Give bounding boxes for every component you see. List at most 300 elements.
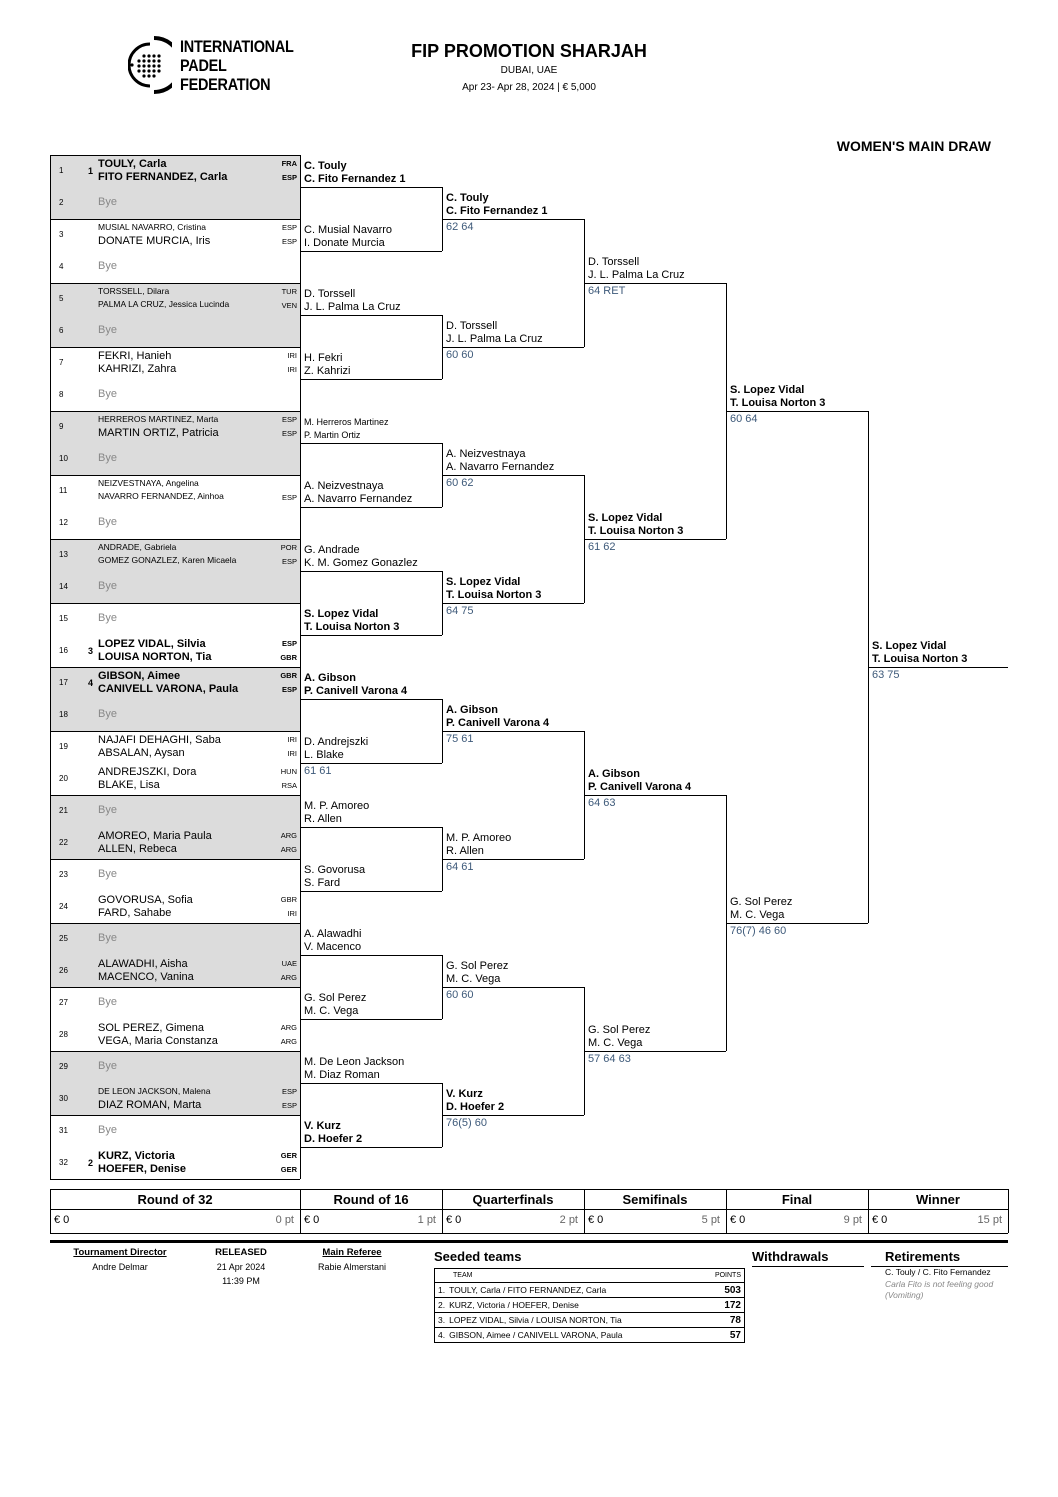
slot-divider	[50, 1179, 300, 1180]
r32-slot	[50, 507, 300, 539]
qf-team-line-2: R. Allen	[446, 845, 484, 857]
player-2-nation: ESP	[281, 429, 297, 438]
r16-team-line-2: L. Blake	[304, 749, 344, 761]
r16-team-line-2: P. Canivell Varona 4	[304, 685, 408, 697]
qf-team-line-2: J. L. Palma La Cruz	[446, 333, 543, 345]
sf-team-line-1: D. Torssell	[588, 256, 640, 268]
player-2-nation: IRI	[287, 909, 297, 918]
seed-points: 172	[724, 1299, 741, 1311]
round-prize: € 0	[54, 1214, 70, 1226]
player-2-nation: IRI	[287, 365, 297, 374]
round-prize: € 0	[872, 1214, 888, 1226]
player-2-name: CANIVELL VARONA, Paula	[98, 683, 239, 695]
sf-score: 64 63	[588, 797, 616, 809]
r16-team-line-2: K. M. Gomez Gonazlez	[304, 557, 418, 569]
r32-left-border	[50, 155, 51, 1179]
seeded-teams-heading: Seeded teams	[434, 1249, 522, 1264]
bye-label: Bye	[98, 260, 117, 272]
r32-connector	[300, 539, 301, 603]
round-points: 0 pt	[275, 1214, 294, 1226]
player-1-nation: ESP	[281, 415, 297, 424]
seed-rank: 2.	[438, 1300, 446, 1310]
player-1-nation: ESP	[281, 639, 297, 648]
player-2-nation: IRI	[287, 749, 297, 758]
qf-line	[442, 219, 584, 220]
seed-team: TOULY, Carla / FITO FERNANDEZ, Carla	[449, 1285, 607, 1295]
player-1-nation: GBR	[280, 671, 297, 680]
slot-number: 11	[59, 486, 68, 495]
bye-label: Bye	[98, 612, 117, 624]
player-1-name: MUSIAL NAVARRO, Cristina	[98, 222, 207, 232]
seeded-team-row	[435, 1298, 745, 1313]
sf-line	[584, 539, 726, 540]
slot-divider	[50, 603, 300, 604]
qf-team-line-1: A. Gibson	[446, 704, 498, 716]
player-2-nation: ESP	[281, 237, 297, 246]
r32-slot	[50, 667, 300, 699]
slot-number: 5	[59, 294, 64, 303]
player-1-name: ANDRADE, Gabriela	[98, 542, 177, 552]
slot-number: 15	[59, 614, 68, 623]
slot-divider	[50, 411, 300, 412]
bye-label: Bye	[98, 324, 117, 336]
player-1-name: KURZ, Victoria	[98, 1150, 175, 1162]
slot-number: 29	[59, 1062, 68, 1071]
qf-score: 64 75	[446, 605, 474, 617]
logo-line-1: INTERNATIONAL	[180, 37, 294, 56]
player-2-name: LOUISA NORTON, Tia	[98, 651, 212, 663]
slot-number: 7	[59, 358, 64, 367]
player-1-nation: GER	[280, 1151, 297, 1160]
sf-line	[584, 283, 726, 284]
seed-team: GIBSON, Aimee / CANIVELL VARONA, Paula	[449, 1330, 623, 1340]
winner-team-line-2: T. Louisa Norton 3	[872, 653, 968, 665]
seed-points: 57	[729, 1329, 741, 1341]
r16-line	[300, 763, 442, 764]
r16-team-line-2: A. Navarro Fernandez	[304, 493, 413, 505]
logo-line-2: PADEL	[180, 56, 227, 75]
logo-mark-icon	[128, 34, 172, 96]
final-team-line-2: M. C. Vega	[730, 909, 785, 921]
player-2-name: ABSALAN, Aysan	[98, 747, 185, 759]
r16-team-line-2: S. Fard	[304, 877, 341, 889]
qf-team-line-1: G. Sol Perez	[446, 960, 509, 972]
r32-connector	[300, 1115, 301, 1179]
player-1-nation: GBR	[280, 895, 297, 904]
r32-slot	[50, 763, 300, 795]
qf-team-line-1: D. Torssell	[446, 320, 498, 332]
r32-slot	[50, 187, 300, 219]
r16-team-line-1: C. Touly	[304, 160, 347, 172]
qf-line	[442, 859, 584, 860]
bye-label: Bye	[98, 996, 117, 1008]
slot-divider	[50, 475, 300, 476]
slot-number: 23	[59, 870, 68, 879]
r32-connector	[300, 603, 301, 667]
player-2-nation: VEN	[281, 301, 297, 310]
player-1-nation: ESP	[281, 1087, 297, 1096]
player-2-nation: ESP	[281, 685, 297, 694]
bye-label: Bye	[98, 516, 117, 528]
r32-slot	[50, 859, 300, 891]
round-bar-top	[50, 1189, 1008, 1190]
released-label: RELEASED	[215, 1247, 267, 1258]
qf-team-line-1: A. Neizvestnaya	[446, 448, 526, 460]
qf-line	[442, 603, 584, 604]
r32-connector	[300, 155, 301, 219]
slot-number: 25	[59, 934, 68, 943]
player-1-name: AMOREO, Maria Paula	[98, 830, 212, 842]
r16-team-line-1: G. Andrade	[304, 544, 360, 556]
r32-connector	[300, 923, 301, 987]
seeded-teams-table	[434, 1268, 745, 1343]
player-2-name: VEGA, Maria Constanza	[98, 1035, 218, 1047]
sf-team-line-2: J. L. Palma La Cruz	[588, 269, 685, 281]
player-2-nation: RSA	[281, 781, 297, 790]
round-name: Final	[781, 1192, 813, 1207]
withdrawals-heading: Withdrawals	[752, 1249, 829, 1264]
slot-divider	[50, 283, 300, 284]
director-name: Andre Delmar	[92, 1262, 148, 1272]
r32-slot	[50, 891, 300, 923]
seed-points: 503	[724, 1284, 741, 1296]
r16-team-line-2: I. Donate Murcia	[304, 237, 385, 249]
bye-label: Bye	[98, 868, 117, 880]
final-score: 60 64	[730, 413, 758, 425]
qf-team-line-1: S. Lopez Vidal	[446, 576, 521, 588]
bye-label: Bye	[98, 708, 117, 720]
slot-divider	[50, 155, 300, 156]
round-prize: € 0	[304, 1214, 320, 1226]
final-team-line-1: S. Lopez Vidal	[730, 384, 805, 396]
player-2-name: DIAZ ROMAN, Marta	[98, 1099, 202, 1111]
qf-score: 62 64	[446, 221, 474, 233]
sf-team-line-1: A. Gibson	[588, 768, 640, 780]
round-bar-mid	[50, 1209, 1008, 1210]
qf-score: 64 61	[446, 861, 474, 873]
round-name: Winner	[916, 1192, 960, 1207]
player-1-name: NEIZVESTNAYA, Angelina	[98, 478, 199, 488]
referee-label: Main Referee	[322, 1247, 382, 1258]
bye-label: Bye	[98, 1060, 117, 1072]
player-1-nation: IRI	[287, 351, 297, 360]
tournament-dates: Apr 23- Apr 28, 2024 | € 5,000	[462, 82, 596, 93]
r32-slot	[50, 475, 300, 507]
bye-label: Bye	[98, 804, 117, 816]
slot-number: 26	[59, 966, 68, 975]
r16-team-line-1: C. Musial Navarro	[304, 224, 393, 236]
r32-slot	[50, 923, 300, 955]
r32-connector	[300, 411, 301, 475]
r16-line	[300, 443, 442, 444]
r32-slot	[50, 699, 300, 731]
r16-line	[300, 1083, 442, 1084]
seed-number: 4	[88, 678, 94, 688]
winner-line	[868, 667, 1008, 668]
qf-team-line-2: T. Louisa Norton 3	[446, 589, 542, 601]
r32-slot	[50, 1083, 300, 1115]
r32-connector	[300, 475, 301, 539]
qf-score: 60 60	[446, 989, 474, 1001]
seeded-team-row	[435, 1283, 745, 1298]
player-1-nation: ARG	[280, 831, 297, 840]
r16-line	[300, 315, 442, 316]
r16-team-line-1: G. Sol Perez	[304, 992, 367, 1004]
released-time: 11:39 PM	[222, 1276, 260, 1286]
bye-label: Bye	[98, 452, 117, 464]
final-team-line-1: G. Sol Perez	[730, 896, 793, 908]
round-name: Semifinals	[622, 1192, 688, 1207]
r32-slot	[50, 571, 300, 603]
player-1-nation: UAE	[281, 959, 297, 968]
player-1-name: LOPEZ VIDAL, Silvia	[98, 638, 206, 650]
qf-team-line-2: P. Canivell Varona 4	[446, 717, 550, 729]
player-1-name: ALAWADHI, Aisha	[98, 958, 188, 970]
draw-title: WOMEN'S MAIN DRAW	[836, 138, 991, 154]
r32-connector	[300, 859, 301, 923]
r16-team-line-1: M. P. Amoreo	[304, 800, 370, 812]
seeded-team-cell	[435, 1313, 700, 1328]
round-name: Round of 32	[137, 1192, 213, 1207]
round-prize: € 0	[446, 1214, 462, 1226]
round-prize: € 0	[730, 1214, 746, 1226]
slot-number: 22	[59, 838, 68, 847]
r32-slot	[50, 251, 300, 283]
final-line	[726, 923, 868, 924]
bye-label: Bye	[98, 388, 117, 400]
qf-team-line-1: M. P. Amoreo	[446, 832, 512, 844]
sf-line	[584, 795, 726, 796]
r16-team-line-1: S. Govorusa	[304, 864, 366, 876]
final-score: 76(7) 46 60	[730, 925, 787, 937]
r16-team-line-1: H. Fekri	[304, 352, 343, 364]
seed-team: KURZ, Victoria / HOEFER, Denise	[449, 1300, 579, 1310]
r32-slot	[50, 347, 300, 379]
r32-connector	[300, 987, 301, 1051]
r32-slot	[50, 539, 300, 571]
r32-slot	[50, 1019, 300, 1051]
r16-line	[300, 827, 442, 828]
r16-line	[300, 251, 442, 252]
r32-slot	[50, 603, 300, 635]
sf-team-line-1: S. Lopez Vidal	[588, 512, 663, 524]
r32-slot	[50, 1147, 300, 1179]
qf-team-line-1: C. Touly	[446, 192, 489, 204]
player-1-name: FEKRI, Hanieh	[98, 350, 172, 362]
player-2-name: MACENCO, Vanina	[98, 971, 194, 983]
final-line	[726, 411, 868, 412]
player-2-nation: ARG	[280, 845, 297, 854]
round-points: 2 pt	[559, 1214, 578, 1226]
slot-divider	[50, 667, 300, 668]
player-1-nation: FRA	[281, 159, 297, 168]
r32-slot	[50, 795, 300, 827]
footer-divider	[50, 1240, 1008, 1243]
qf-team-line-2: A. Navarro Fernandez	[446, 461, 555, 473]
r32-connector	[300, 667, 301, 731]
r32-slot	[50, 283, 300, 315]
seeded-team-row	[435, 1328, 745, 1343]
player-2-name: HOEFER, Denise	[98, 1163, 187, 1175]
qf-team-line-2: D. Hoefer 2	[446, 1101, 505, 1113]
player-1-name: GOVORUSA, Sofia	[98, 894, 193, 906]
slot-number: 12	[59, 518, 68, 527]
retirement-team: C. Touly / C. Fito Fernandez	[885, 1267, 991, 1277]
slot-divider	[50, 1051, 300, 1052]
player-1-name: TORSSELL, Dilara	[98, 286, 170, 296]
fip-logo	[128, 34, 294, 96]
qf-line	[442, 731, 584, 732]
round-points: 1 pt	[417, 1214, 436, 1226]
player-1-name: GIBSON, Aimee	[98, 670, 181, 682]
player-1-name: ANDREJSZKI, Dora	[98, 766, 197, 778]
player-1-nation: HUN	[280, 767, 297, 776]
r16-team-line-1: A. Gibson	[304, 672, 356, 684]
round-bar-bottom	[50, 1233, 1008, 1234]
r16-team-line-2: D. Hoefer 2	[304, 1133, 363, 1145]
slot-number: 24	[59, 902, 68, 911]
slot-number: 21	[59, 806, 68, 815]
slot-divider	[50, 1115, 300, 1116]
qf-score: 76(5) 60	[446, 1117, 487, 1129]
round-name: Round of 16	[333, 1192, 409, 1207]
team-column-header: TEAM	[453, 1272, 473, 1279]
winner-team-line-1: S. Lopez Vidal	[872, 640, 947, 652]
r32-slot	[50, 219, 300, 251]
player-1-nation: TUR	[281, 287, 297, 296]
seeded-table-header	[435, 1269, 745, 1283]
slot-number: 32	[59, 1158, 68, 1167]
player-2-name: FITO FERNANDEZ, Carla	[98, 171, 228, 183]
slot-number: 14	[59, 582, 68, 591]
slot-number: 8	[59, 390, 64, 399]
r16-line	[300, 379, 442, 380]
r16-team-line-1: A. Alawadhi	[304, 928, 362, 940]
player-2-nation: ESP	[281, 557, 297, 566]
seeded-team-cell	[435, 1283, 700, 1298]
r32-slot	[50, 379, 300, 411]
bye-label: Bye	[98, 196, 117, 208]
seed-team: LOPEZ VIDAL, Silvia / LOUISA NORTON, Tia	[449, 1315, 622, 1325]
r32-connector	[300, 283, 301, 347]
points-column-header: POINTS	[714, 1272, 741, 1279]
r32-slot	[50, 731, 300, 763]
slot-number: 2	[59, 198, 64, 207]
round-bar-divider	[1008, 1189, 1009, 1233]
round-points: 5 pt	[701, 1214, 720, 1226]
slot-divider	[50, 731, 300, 732]
player-2-name: NAVARRO FERNANDEZ, Ainhoa	[98, 491, 224, 501]
slot-divider	[50, 923, 300, 924]
released-date: 21 Apr 2024	[216, 1262, 266, 1272]
r32-connector	[300, 347, 301, 411]
qf-team-line-1: V. Kurz	[446, 1088, 483, 1100]
sf-score: 61 62	[588, 541, 616, 553]
slot-number: 16	[59, 646, 68, 655]
player-2-nation: GER	[280, 1165, 297, 1174]
r16-team-line-1: D. Andrejszki	[304, 736, 369, 748]
qf-score: 60 60	[446, 349, 474, 361]
r32-slot	[50, 635, 300, 667]
r16-line	[300, 1147, 442, 1148]
r16-team-line-1: S. Lopez Vidal	[304, 608, 379, 620]
player-2-name: MARTIN ORTIZ, Patricia	[98, 427, 219, 439]
r32-slot	[50, 1115, 300, 1147]
qf-team-line-2: M. C. Vega	[446, 973, 501, 985]
slot-number: 19	[59, 742, 68, 751]
qf-line	[442, 475, 584, 476]
player-2-nation: ARG	[280, 1037, 297, 1046]
slot-number: 20	[59, 774, 68, 783]
player-1-nation: IRI	[287, 735, 297, 744]
withdrawals-underline	[752, 1266, 864, 1267]
r16-team-line-1: M. De Leon Jackson	[304, 1056, 405, 1068]
slot-divider	[50, 219, 300, 220]
seed-number: 3	[88, 646, 94, 656]
r16-line	[300, 635, 442, 636]
player-2-name: KAHRIZI, Zahra	[98, 363, 177, 375]
slot-number: 17	[59, 678, 68, 687]
r32-connector	[300, 731, 301, 795]
r32-connector	[300, 795, 301, 859]
slot-divider	[50, 859, 300, 860]
r16-team-line-1: V. Kurz	[304, 1120, 341, 1132]
slot-number: 18	[59, 710, 68, 719]
r16-line	[300, 699, 442, 700]
player-1-nation: ARG	[280, 1023, 297, 1032]
player-2-nation: ARG	[280, 973, 297, 982]
round-points: 15 pt	[977, 1214, 1002, 1226]
slot-divider	[50, 539, 300, 540]
player-2-nation: ESP	[281, 493, 297, 502]
slot-number: 6	[59, 326, 64, 335]
round-name: Quarterfinals	[472, 1192, 554, 1207]
slot-number: 1	[59, 166, 64, 175]
tournament-title: FIP PROMOTION SHARJAH	[411, 41, 647, 61]
seeded-team-cell	[435, 1298, 700, 1313]
r16-team-line-2: J. L. Palma La Cruz	[304, 301, 401, 313]
r16-team-line-1: A. Neizvestnaya	[304, 480, 384, 492]
player-1-name: NAJAFI DEHAGHI, Saba	[98, 734, 221, 746]
r32-slot	[50, 955, 300, 987]
slot-number: 28	[59, 1030, 68, 1039]
seed-number: 2	[88, 1158, 94, 1168]
qf-line	[442, 1115, 584, 1116]
r16-team-line-2: Z. Kahrizi	[304, 365, 351, 377]
r16-line	[300, 571, 442, 572]
r16-line	[300, 1019, 442, 1020]
seed-number: 1	[88, 166, 94, 176]
player-2-name: BLAKE, Lisa	[98, 779, 160, 791]
r16-team-line-2: C. Fito Fernandez 1	[304, 173, 406, 185]
seeded-team-cell	[435, 1328, 700, 1343]
player-2-nation: ESP	[281, 1101, 297, 1110]
player-1-name: TOULY, Carla	[98, 158, 167, 170]
r16-team-line-1: M. Herreros Martinez	[304, 417, 389, 427]
bye-label: Bye	[98, 932, 117, 944]
slot-number: 9	[59, 422, 64, 431]
sf-line	[584, 1051, 726, 1052]
r16-team-line-2: R. Allen	[304, 813, 342, 825]
sf-team-line-2: M. C. Vega	[588, 1037, 643, 1049]
tournament-location: DUBAI, UAE	[500, 65, 558, 76]
player-1-nation: POR	[280, 543, 297, 552]
seed-points: 78	[729, 1314, 741, 1326]
r32-slot	[50, 1051, 300, 1083]
r16-team-line-1: D. Torssell	[304, 288, 356, 300]
player-1-name: HERREROS MARTINEZ, Marta	[98, 414, 219, 424]
r32-connector	[300, 219, 301, 283]
